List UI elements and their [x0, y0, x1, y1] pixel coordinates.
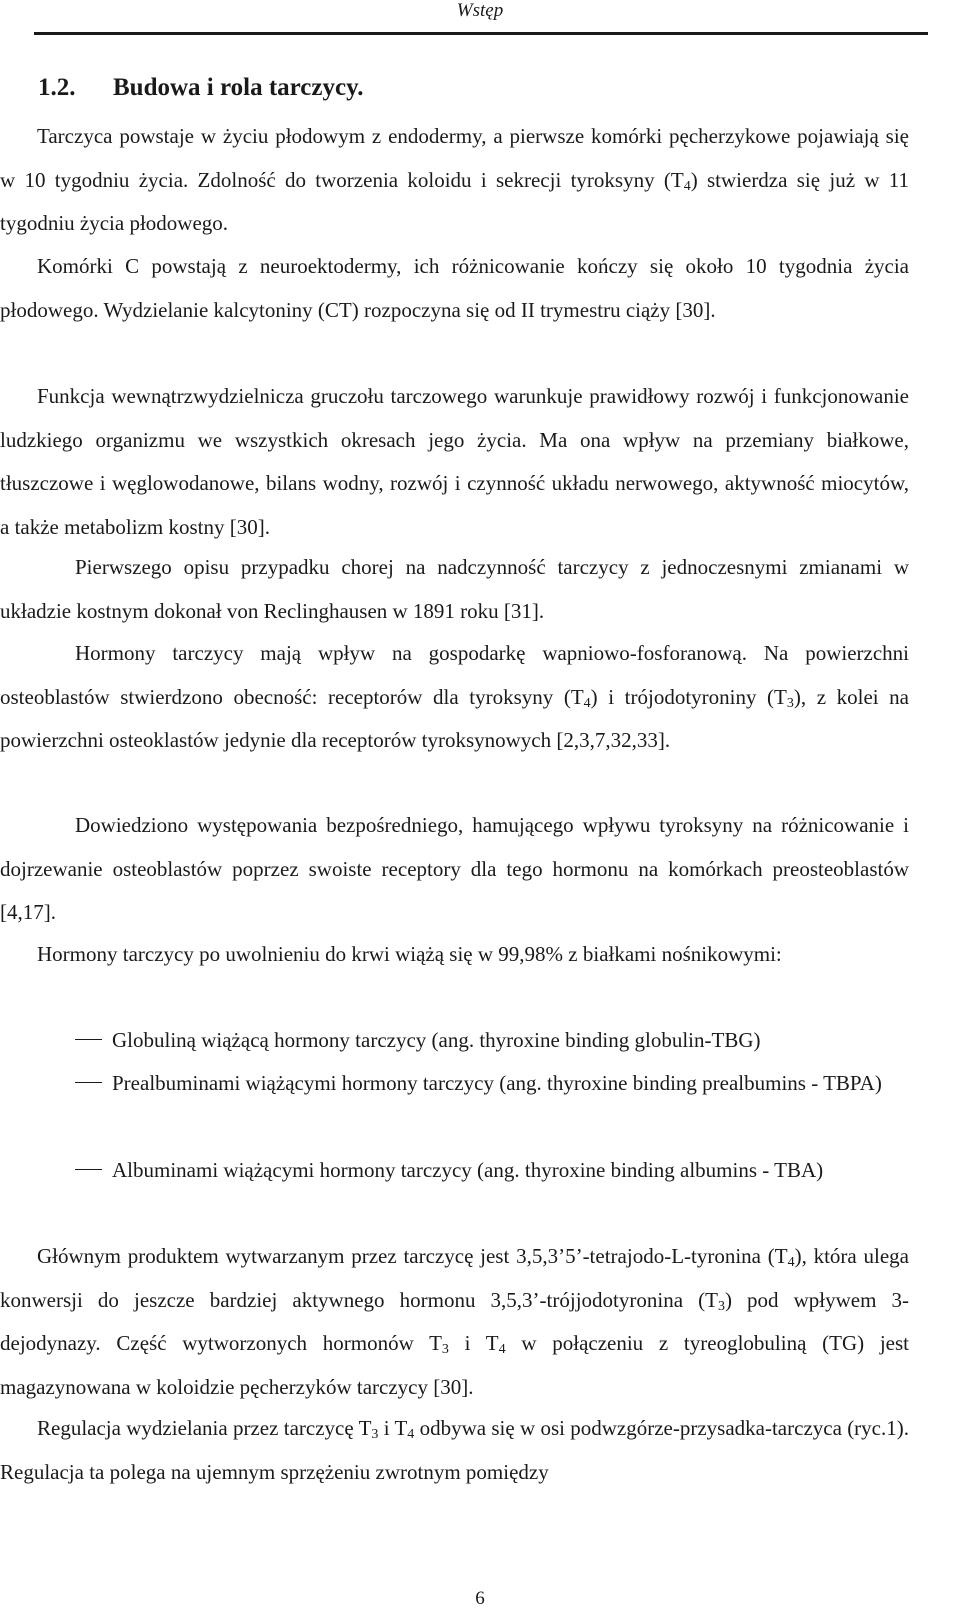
paragraph-4: Pierwszego opisu przypadku chorej na nadczynność tarczycy z jednoczesnymi zmianami w układzie kostnym dokonał von Reclinghausen w 1891 roku [31].: [0, 555, 909, 623]
paragraph-6: Dowiedziono występowania bezpośredniego, hamującego wpływu tyroksyny na różnicowanie i dojrzewanie osteoblastów poprzez swoiste receptory dla tego hormonu na komórkach preosteoblastów [4,17].: [0, 813, 909, 924]
paragraph-8: Głównym produktem wytwarzanym przez tarczycę jest 3,5,3’5’-tetrajodo-L-tyronina $(T_4)$, która ulega konwersji do jeszcze bardziej aktywnego hormonu 3,5,3’-trójjodotyronina $(T_3)$ pod wpływem 3-dejodynazy. Część wytworzonych hormonów $T_3$ i $T_4$ w połączeniu z tyreoglobuliną (TG) jest magazynowana w koloidzie pęcherzyków tarczycy [30].: [0, 1244, 910, 1399]
section-title: Budowa i rola tarczycy.: [113, 74, 364, 101]
list-item: Globuliną wiążącą hormony tarczycy (ang. thyroxine binding globulin-TBG): [75, 1019, 909, 1063]
paragraph-3: Funkcja wewnątrzwydzielnicza gruczołu tarczowego warunkuje prawidłowy rozwój i funkcjonowanie ludzkiego organizmu we wszystkich okresach jego życia. Ma ona wpływ na przemiany białkowe, tłuszczowe i węglowodanowe, bilans wodny, rozwój i czynność układu nerwowego, aktywność miocytów, a także metabolizm kostny [30].: [0, 384, 909, 539]
section-number: 1.2.: [38, 74, 76, 101]
paragraph-9: Regulacja wydzielania przez tarczycę $T_3$ i $T_4$ odbywa się w osi podwzgórze-przysadka-tarczyca (ryc.1). Regulacja ta polega na ujemnym sprzężeniu zwrotnym pomiędzy: [0, 1416, 909, 1484]
section-heading: [38, 73, 363, 103]
paragraph-5: Hormony tarczycy mają wpływ na gospodarkę wapniowo-fosforanową. Na powierzchni osteoblastów stwierdzono obecność: receptorów dla tyroksyny $(T_4)$ i trójodotyroniny $(T_3)$, z kolei na powierzchni osteoklastów jedynie dla receptorów tyroksynowych [2,3,7,32,33].: [0, 641, 909, 752]
list-item: Albuminami wiążącymi hormony tarczycy (ang. thyroxine binding albumins - TBA): [75, 1149, 909, 1193]
paragraph-7: Hormony tarczycy po uwolnieniu do krwi wiążą się w 99,98% z białkami nośnikowymi:: [37, 942, 782, 966]
dash-bullet-icon: [75, 1169, 102, 1170]
running-header: Wstęp: [456, 0, 504, 21]
page-number: 6: [475, 1588, 485, 1609]
paragraph-2: Komórki C powstają z neuroektodermy, ich różnicowanie kończy się około 10 tygodnia życia płodowego. Wydzielanie kalcytoniny (CT) rozpoczyna się od II trymestru ciąży [30].: [0, 254, 909, 322]
dash-bullet-icon: [75, 1082, 102, 1083]
header-divider: [34, 32, 928, 35]
paragraph-1: Tarczyca powstaje w życiu płodowym z endodermy, a pierwsze komórki pęcherzykowe pojawiają się w 10 tygodniu życia. Zdolność do tworzenia koloidu i sekrecji tyroksyny $(T_4)$ stwierdza się już w 11 tygodniu życia płodowego.: [0, 124, 910, 235]
dash-bullet-icon: [75, 1039, 102, 1040]
list-item: Prealbuminami wiążącymi hormony tarczycy (ang. thyroxine binding prealbumins - TBPA): [75, 1062, 909, 1106]
